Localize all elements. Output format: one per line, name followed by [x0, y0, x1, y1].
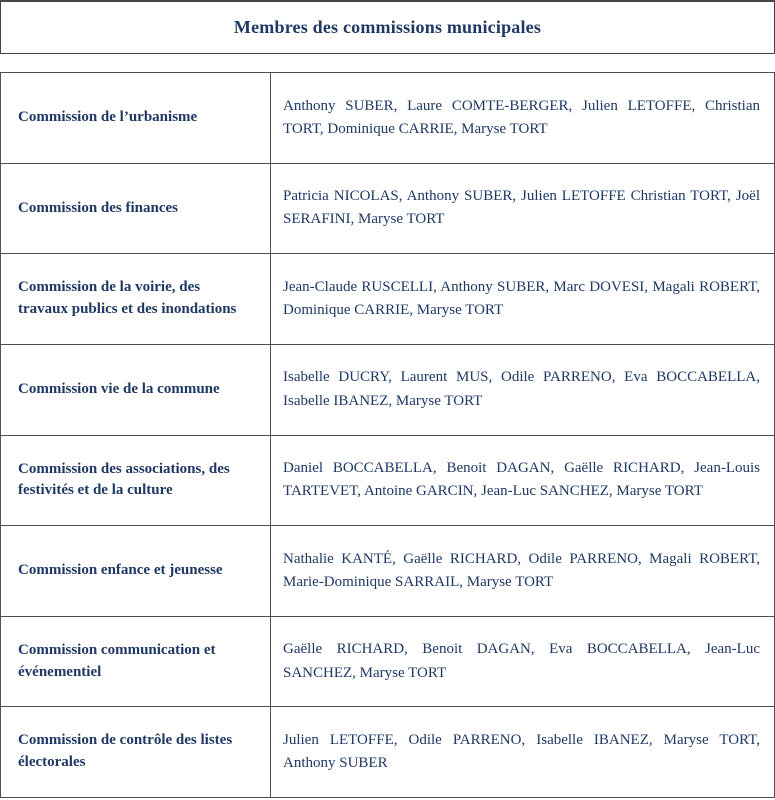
commission-name: Commission vie de la commune	[1, 344, 271, 435]
commission-members: Anthony SUBER, Laure COMTE-BERGER, Julien LETOFFE, Christian TORT, Dominique CARRIE, Maryse TORT	[271, 73, 775, 164]
table-row	[1, 435, 775, 526]
commission-members: Isabelle DUCRY, Laurent MUS, Odile PARRENO, Eva BOCCABELLA, Isabelle IBANEZ, Maryse TORT	[271, 344, 775, 435]
commission-members: Gaëlle RICHARD, Benoit DAGAN, Eva BOCCABELLA, Jean-Luc SANCHEZ, Maryse TORT	[271, 616, 775, 707]
commission-name: Commission de la voirie, des travaux publics et des inondations	[1, 254, 271, 345]
commission-name: Commission de l’urbanisme	[1, 73, 271, 164]
title-box	[0, 0, 775, 54]
commission-members: Julien LETOFFE, Odile PARRENO, Isabelle IBANEZ, Maryse TORT, Anthony SUBER	[271, 707, 775, 798]
commissions-table	[0, 72, 775, 798]
commission-members: Daniel BOCCABELLA, Benoit DAGAN, Gaëlle RICHARD, Jean-Louis TARTEVET, Antoine GARCIN, Jean-Luc SANCHEZ, Maryse TORT	[271, 435, 775, 526]
table-row	[1, 163, 775, 254]
commission-members: Nathalie KANTÉ, Gaëlle RICHARD, Odile PARRENO, Magali ROBERT, Marie-Dominique SARRAIL, Maryse TORT	[271, 526, 775, 617]
table-row	[1, 73, 775, 164]
table-row	[1, 707, 775, 798]
page-title: Membres des commissions municipales	[233, 17, 542, 37]
table-row	[1, 344, 775, 435]
commission-name: Commission des associations, des festivités et de la culture	[1, 435, 271, 526]
commission-name: Commission de contrôle des listes électorales	[1, 707, 271, 798]
table-row	[1, 526, 775, 617]
table-row	[1, 616, 775, 707]
title-table-gap	[0, 54, 775, 72]
commission-name: Commission enfance et jeunesse	[1, 526, 271, 617]
commission-name: Commission des finances	[1, 163, 271, 254]
commission-name: Commission communication et événementiel	[1, 616, 271, 707]
table-row	[1, 254, 775, 345]
commission-members: Patricia NICOLAS, Anthony SUBER, Julien LETOFFE Christian TORT, Joël SERAFINI, Maryse TORT	[271, 163, 775, 254]
commission-members: Jean-Claude RUSCELLI, Anthony SUBER, Marc DOVESI, Magali ROBERT, Dominique CARRIE, Maryse TORT	[271, 254, 775, 345]
